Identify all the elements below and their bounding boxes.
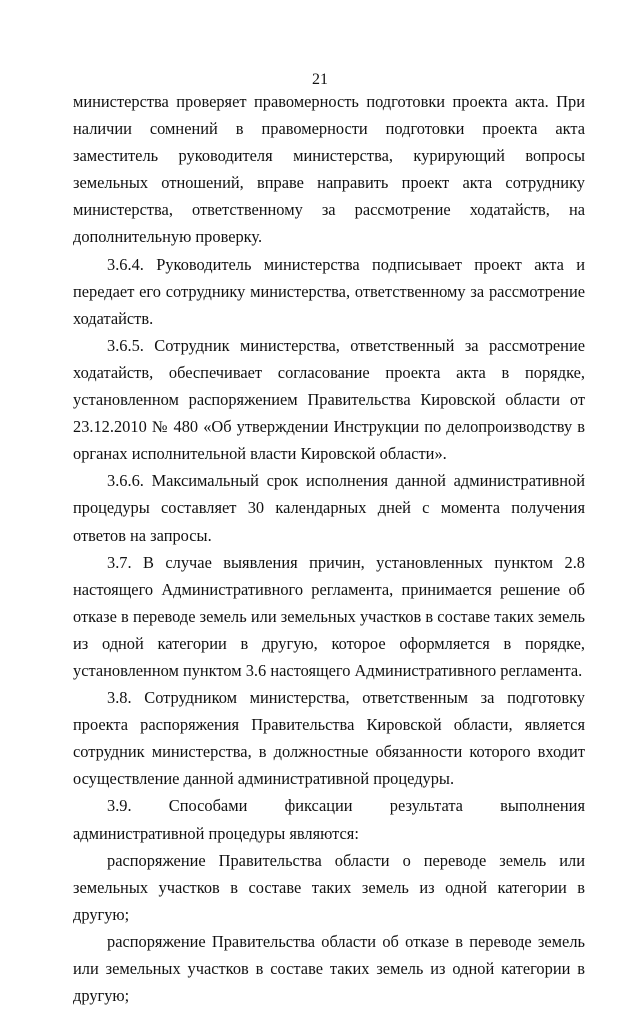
- paragraph-3-8: 3.8. Сотрудником министерства, ответственным за подготовку проекта распоряжения Правительства Кировской области, является сотрудник министерства, в должностные обязанности которого входит осуществление данной административной процедуры.: [73, 688, 585, 789]
- paragraph-3-9-item-transfer: распоряжение Правительства области о переводе земель или земельных участков в составе таких земель из одной категории в другую;: [73, 850, 585, 924]
- paragraph-3-6-5: 3.6.5. Сотрудник министерства, ответственный за рассмотрение ходатайств, обеспечивает согласование проекта акта в порядке, установленном распоряжением Правительства Кировской области от 23.12.2010 № 480 «Об утверждении Инструкции по делопроизводству в органах исполнительной власти Кировской области».: [73, 335, 585, 464]
- paragraph-3-7: 3.7. В случае выявления причин, установленных пунктом 2.8 настоящего Административного регламента, принимается решение об отказе в переводе земель или земельных участков в составе таких земель из одной категории в другую, которое оформляется в порядке, установленном пунктом 3.6 настоящего Административного регламента.: [73, 552, 585, 680]
- paragraph-3-9: 3.9. Способами фиксации результата выполнения административной процедуры являются:: [73, 796, 585, 843]
- paragraph-3-6-6: 3.6.6. Максимальный срок исполнения данной административной процедуры составляет 30 календарных дней с момента получения ответов на запросы.: [73, 471, 585, 545]
- paragraph-3-6-4: 3.6.4. Руководитель министерства подписывает проект акта и передает его сотруднику министерства, ответственному за рассмотрение ходатайств.: [73, 254, 585, 328]
- paragraph-continuation: министерства проверяет правомерность подготовки проекта акта. При наличии сомнений в правомерности подготовки проекта акта заместитель руководителя министерства, курирующий вопросы земельных отношений, вправе направить проект акта сотруднику министерства, ответственному за рассмотрение ходатайств, на дополнительную проверку.: [73, 92, 585, 247]
- page-number: 21: [312, 71, 328, 88]
- document-body: [73, 88, 585, 1009]
- paragraph-3-9-item-refusal: распоряжение Правительства области об отказе в переводе земель или земельных участков в составе таких земель из одной категории в другую;: [73, 931, 585, 1006]
